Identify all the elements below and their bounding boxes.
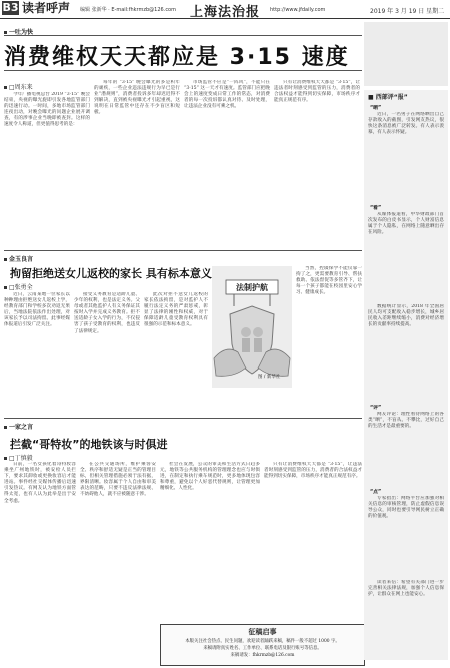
bottom-byline: □丁慎毅 [4, 453, 33, 462]
call-for-submissions [160, 624, 365, 666]
paragraph: 只有让消费维权天天都是 “3·15”，让违法者时刻感受到监管的压力，消费者的合法权益才能得到切实保障，市场秩序才能真正规范有序。 [264, 462, 362, 480]
editor-line: 编辑 张新华 · E-mail:fhkrmzb@126.com [80, 7, 176, 13]
divider [4, 418, 362, 419]
paragraph: 只有让消费维权天天都是 “3·15”，让违法者时刻感受到监管的压力，消费者的合法权益才能得到切实保障，市场秩序才能真正规范有序。 [274, 80, 360, 104]
paragraph: 网友评论：理性看待网络上的各类“晒”，不盲从、不攀比，过好自己的生活才是最重要的。 [368, 412, 444, 430]
paragraph: 专家指出：网络平台应加强对相关信息的审核管理，防止虚假信息误导公众，同时也要引导网民树立正确的价值观。 [368, 496, 444, 520]
middle-byline: □张勇全 [4, 282, 33, 291]
paragraph: 近日，一名男子在网络晒出自己存款收入的截图，引发网友热议，很快这条消息被广泛转发。有人表示羡慕，有人表示怀疑。 [368, 112, 444, 136]
illustration-credit: 图 / 新华社 [258, 375, 281, 380]
divider [4, 35, 362, 36]
middle-headline: 拘留拒绝送女儿返校的家长 具有标本意义 [10, 267, 212, 280]
lead-kicker: 一吐为快 [4, 27, 33, 36]
lead-column-1 [4, 92, 90, 246]
notice-line: 本版关注社会热点、民生问题，欢迎读者踊跃来稿，稿件一般不超过 1000 字。 [185, 639, 340, 644]
paragraph: 读者来信：希望有关部门进一步完善相关法律法规，加强个人信息保护，让群众在网上也能安心。 [368, 580, 444, 598]
sidebar-top-block [364, 22, 448, 86]
middle-kicker: 金玉良言 [4, 254, 33, 263]
notice-line: 来稿请发：fhkrmzb@126.com [230, 653, 295, 658]
paragraph: 在公共交通场所，维护乘客安全、秩序和舒适无疑是正当的管理目标，但相关管理措施必须于法有据，界限清晰。妆容属于个人自由和审美表达的范畴，只要不违反法律法规、不妨碍他人，就不应被随意干涉。 [80, 462, 156, 498]
lead-byline: □周东来 [4, 82, 33, 91]
bottom-column-1 [4, 462, 76, 660]
middle-column-2 [74, 292, 140, 414]
sidebar-tag: “点” [370, 490, 382, 495]
sidebar-tag: “评” [370, 406, 382, 411]
lead-headline: 消费维权天天都应是 3·15 速度 [4, 45, 350, 70]
website: http://www.jfdaily.com [270, 7, 326, 13]
paragraph: 接受义务教育是适龄儿童、少年的权利，也是法定义务。父母或者其他监护人有义务保证其按时入学并完成义务教育。拒不送适龄子女入学的行为，不仅侵害了孩子受教育的权利，也违反了法律规定。 [74, 292, 140, 334]
sidebar-paragraph-5 [368, 496, 444, 576]
bottom-headline: 拦截“哥特妆”的地铁该与时俱进 [10, 438, 168, 451]
notice-title: 征稿启事 [248, 628, 277, 636]
divider [4, 70, 362, 71]
paragraph: 日前，一名女孩化着哥特妆容乘坐广州地铁时，被安检人员拦下，要求其卸妆或更换妆容后才能进站。事件经社交媒体传播后迅速引发热议。有网友认为地铁方面管得太宽，也有人认为此举是出于安全考虑。 [4, 462, 76, 504]
lead-column-4 [274, 80, 360, 246]
sidebar-tag: “晒” [370, 106, 382, 111]
sidebar-paragraph-1 [368, 112, 444, 200]
masthead: 上海法治报 [190, 5, 261, 20]
divider [4, 250, 362, 251]
sidebar-header [368, 92, 408, 101]
lead-column-2 [94, 80, 180, 246]
notice-body [167, 638, 358, 659]
square-icon: ■ [368, 94, 374, 101]
paragraph: 市场监管不应是“一阵风”，不能只在 “3·15” 这一天才有速度。监管部门应把晚会上的速度变成日常工作的常态，对消费者的每一次投诉都认真对待、及时处理，让违法企业没有可乘之机。 [184, 80, 270, 110]
bottom-column-2 [80, 462, 156, 660]
notice-line: 来稿请附真实姓名、工作单位、联系电话及银行账号等信息。 [203, 646, 322, 651]
bottom-column-4 [264, 462, 362, 620]
paragraph: 今年广播电视总台 2019 “3·15” 晚会结束，央视的曝光旋即引发各地监管部门的迅速行动。一时间，多地市场监管部门连夜出动，对晚会曝光的问题企业展开调查，有的涉事企业当晚即被查封。这样的速度令人称道，但更值得思考的是： [4, 92, 90, 128]
issue-date: 2019 年 3 月 19 日 星期二 [370, 8, 445, 15]
sidebar-paragraph-2 [368, 212, 444, 300]
bottom-column-3 [160, 462, 260, 620]
sidebar-paragraph-4 [368, 412, 444, 484]
sidebar-paragraph-3 [368, 304, 444, 400]
paragraph: 每年的 “3·15” 晚会曝光的多是积年的顽疾，一些企业违法违规行为早已是行业“潜规则”，消费者投诉多年却迟迟得不到解决，直到被央视曝光才引起重视，这说明在日常监管中还存在不少盲区和短板。 [94, 80, 180, 116]
lead-column-3 [184, 80, 270, 246]
page-number: B3 [2, 1, 19, 14]
paragraph: 近日，云南某地一位家长以种种理由拒绝送女儿返校上学，经教育部门和学校多次劝返无果后，当地法院依法作出处理，对该家长予以司法拘留。此事经媒体报道后引发广泛关注。 [4, 292, 70, 328]
paragraph: 从媒体报道看，中华财政部门首次发布的白皮书显示，个人财富信息属于个人隐私，在网络上随意晒出存在风险。 [368, 212, 444, 236]
sidebar-tag: “看” [370, 206, 382, 211]
illustration-sign: 法制护航 [236, 283, 268, 292]
paragraph: 社会在发展，公众的审美和生活方式日趋多元，地铁等公共服务机构的管理理念也应与时俱进，在制定和执行乘车规范时，更多地体现包容和尊重，避免以个人好恶代替规则，让管理更加精细化、人性化。 [160, 462, 260, 492]
middle-column-4 [296, 266, 362, 414]
sidebar-header-text: 西部评“报” [375, 94, 408, 101]
paragraph: 数据统计显示，2018 年全国居民人均可支配收入稳步增长，城乡居民收入差距继续缩小，消费对经济增长的贡献率持续提高。 [368, 304, 444, 328]
illustration [212, 266, 292, 388]
section-title: 读者呼声 [22, 1, 71, 15]
middle-column-1 [4, 292, 70, 414]
paragraph: 此次对拒不送女儿返校的家长依法拘留，是对监护人不履行法定义务的严肃惩戒，彰显了法律的刚性和权威，对于保障适龄儿童受教育权利具有很强的示范和标本意义。 [144, 292, 208, 328]
paragraph: 当然，控辍保学不能仅靠一拘了之，更需要教育引导、帮扶救助、依法督促等多管齐下，让每一个孩子都能在校园里安心学习、健康成长。 [296, 266, 362, 296]
sidebar-paragraph-6 [368, 580, 444, 656]
middle-column-3 [144, 292, 208, 414]
bottom-kicker: 一家之言 [4, 422, 33, 431]
